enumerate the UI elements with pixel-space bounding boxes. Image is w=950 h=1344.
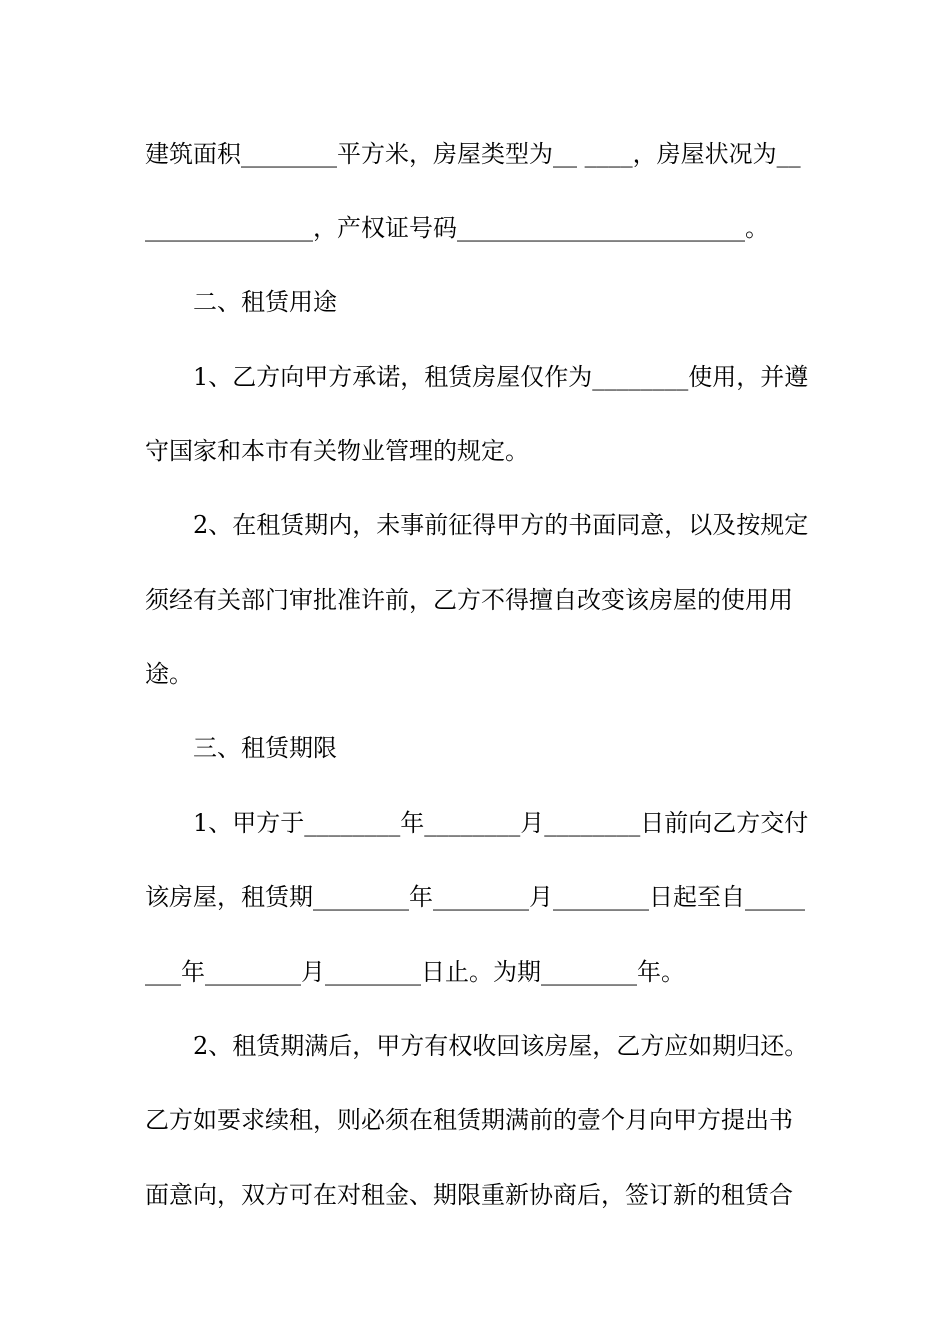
section-heading: 三、租赁期限 [193, 734, 337, 762]
section-heading: 二、租赁用途 [193, 288, 337, 316]
text-line: 须经有关部门审批准许前，乙方不得擅自改变该房屋的使用用 [145, 586, 793, 614]
text-line: ___年________月________日止。为期________年。 [145, 958, 685, 986]
text-line: 该房屋，租赁期________年________月________日起至自_____ [145, 883, 805, 911]
text-line: 1、乙方向甲方承诺，租赁房屋仅作为________使用，并遵 [193, 363, 809, 391]
text-line: ______________，产权证号码________________________。 [145, 214, 769, 242]
text-line: 面意向，双方可在对租金、期限重新协商后，签订新的租赁合 [145, 1181, 793, 1209]
text-line: 建筑面积________平方米，房屋类型为__ ____，房屋状况为__ [145, 140, 801, 168]
text-line: 1、甲方于________年________月________日前向乙方交付 [193, 809, 809, 837]
text-line: 守国家和本市有关物业管理的规定。 [145, 437, 529, 465]
text-line: 2、在租赁期内，未事前征得甲方的书面同意，以及按规定 [193, 511, 809, 539]
text-line: 乙方如要求续租，则必须在租赁期满前的壹个月向甲方提出书 [145, 1106, 793, 1134]
text-line: 途。 [145, 660, 193, 688]
text-line: 2、租赁期满后，甲方有权收回该房屋，乙方应如期归还。 [193, 1032, 809, 1060]
